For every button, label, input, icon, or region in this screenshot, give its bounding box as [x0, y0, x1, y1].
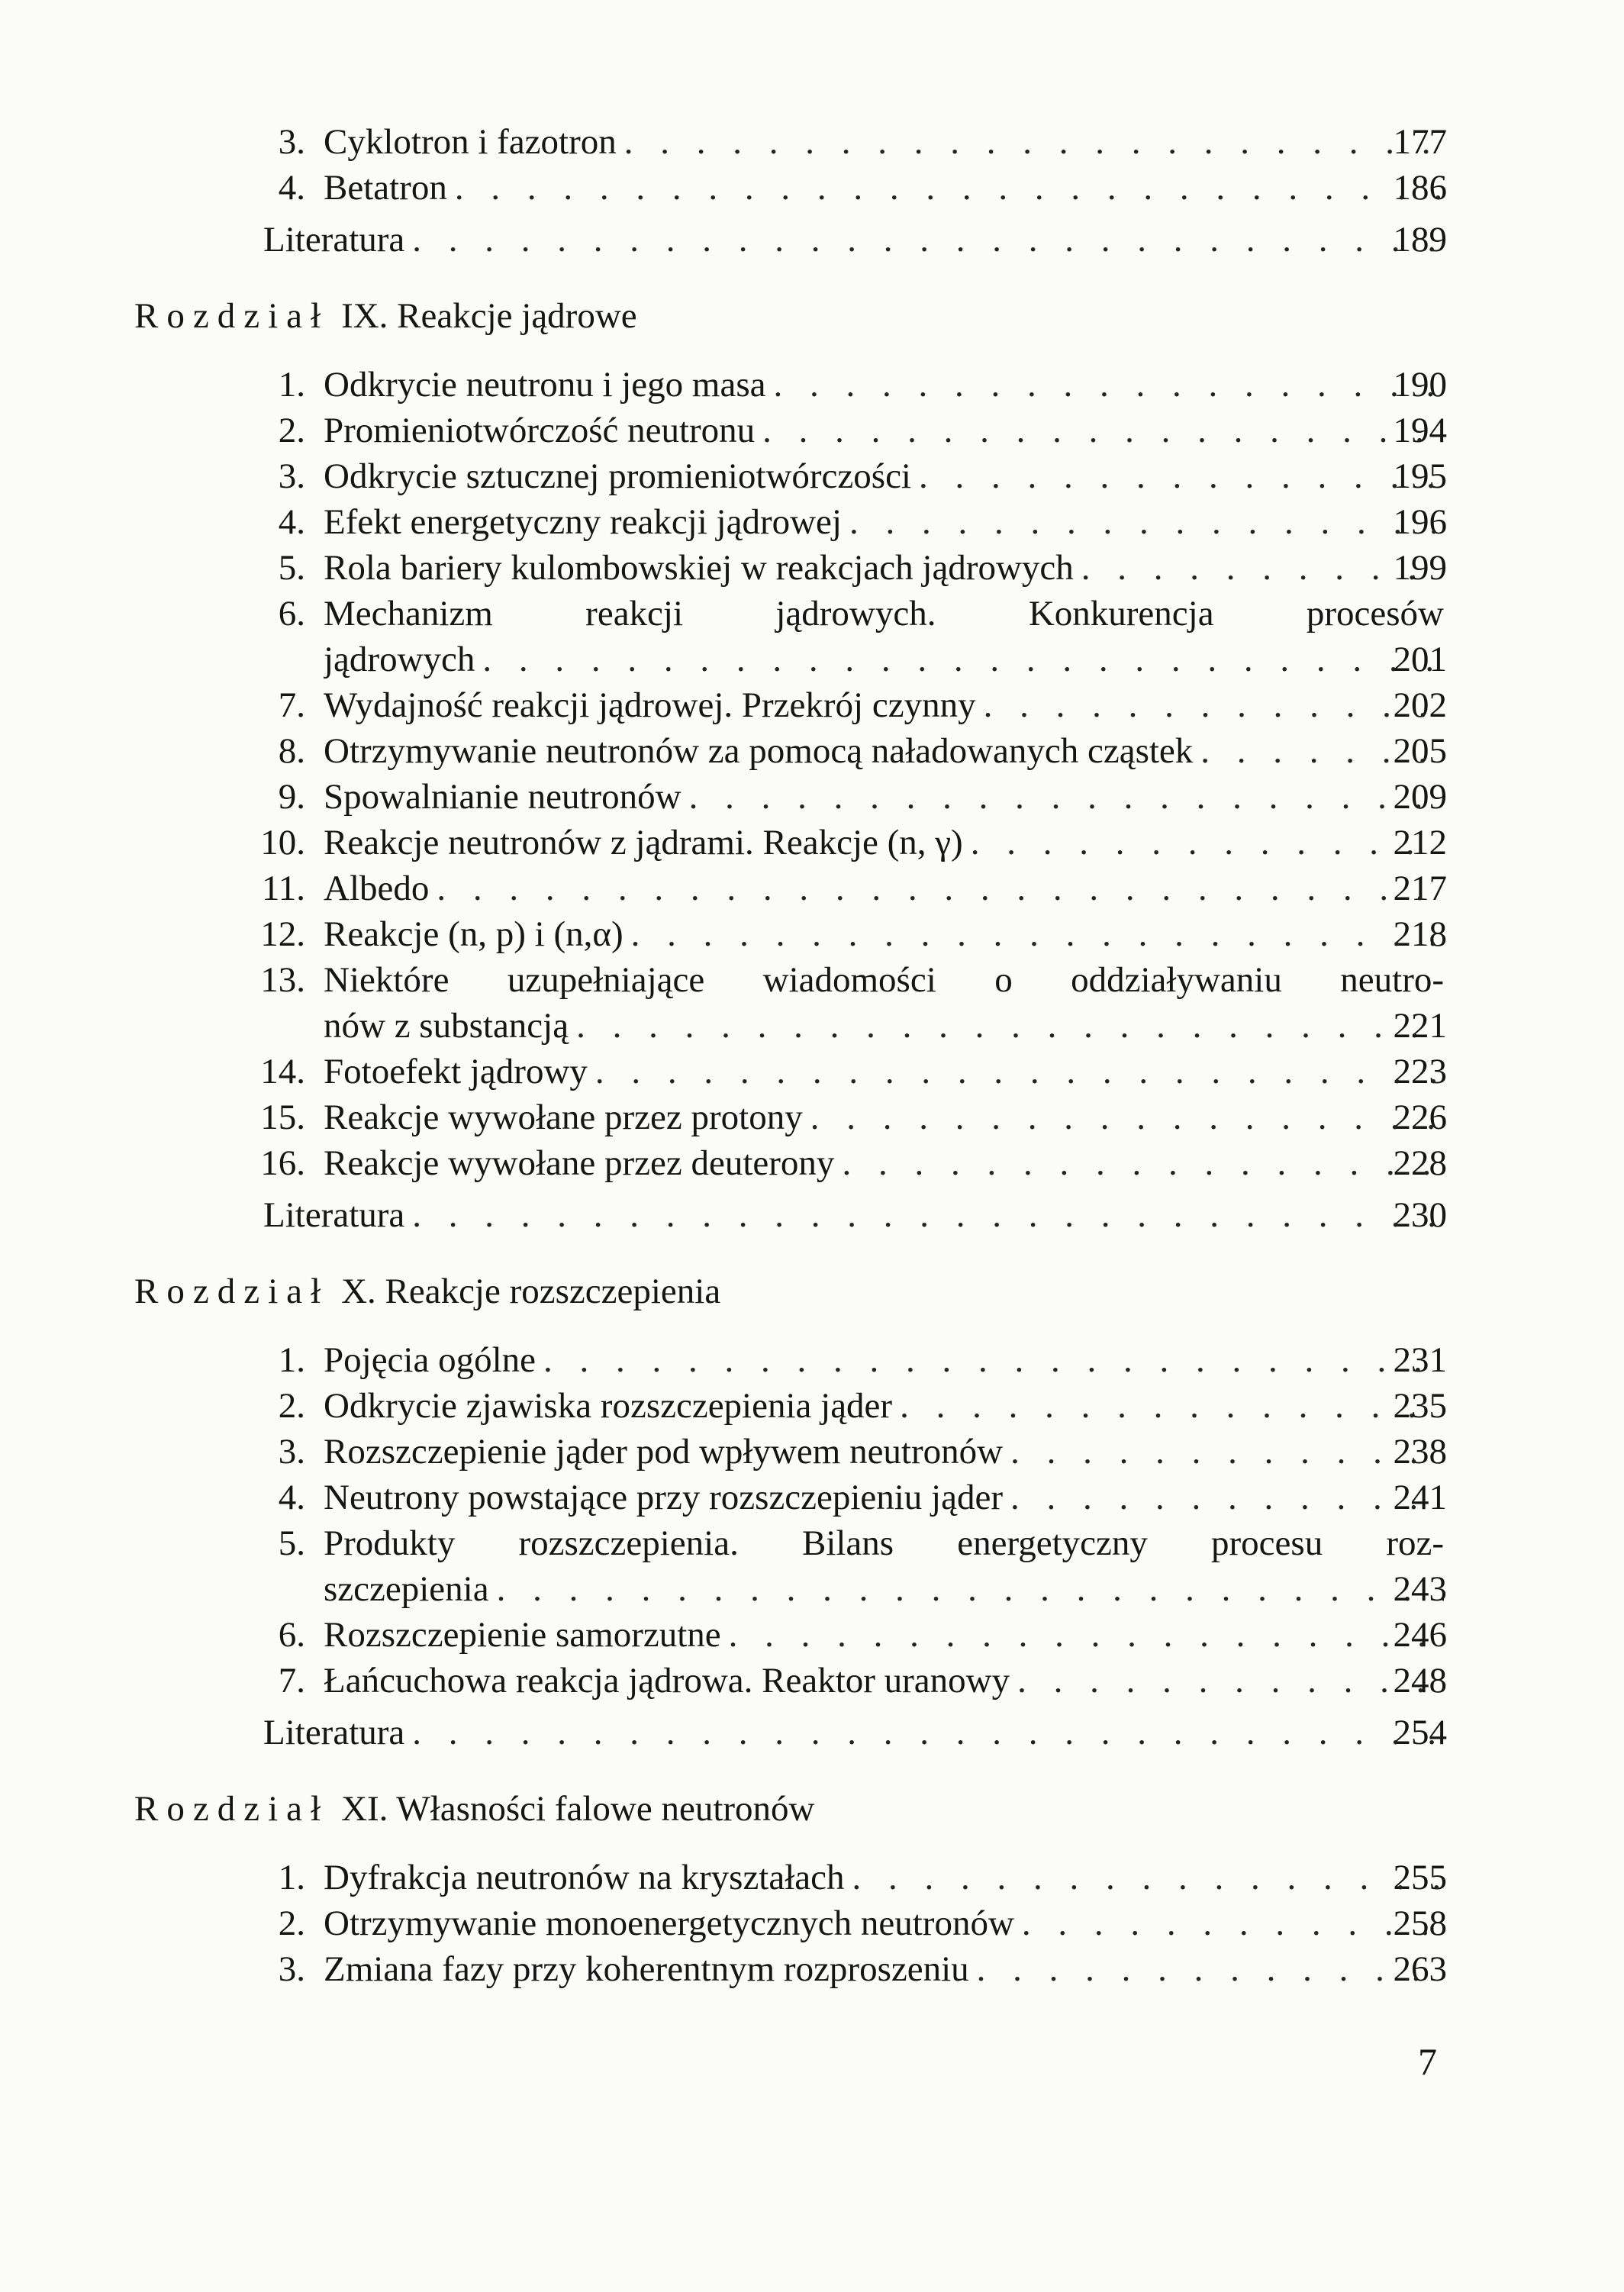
toc-entry	[0, 591, 1624, 637]
dot-leader	[976, 682, 1444, 728]
entry-number: 7.	[278, 1661, 305, 1700]
table-of-contents	[0, 119, 1624, 1992]
entry-number: 5.	[278, 548, 305, 588]
entry-title: Łańcuchowa reakcja jądrowa. Reaktor uranowy	[324, 1661, 1010, 1700]
entry-line	[324, 1429, 1444, 1475]
dot-leader	[803, 1094, 1444, 1140]
entry-page: 235	[1393, 1386, 1447, 1426]
entry-number: 3.	[278, 1432, 305, 1472]
entry-page: 221	[1393, 1006, 1447, 1046]
entry-line	[324, 591, 1444, 637]
toc-entry	[0, 545, 1624, 591]
entry-number: 2.	[278, 1904, 305, 1943]
dot-leader	[766, 362, 1445, 408]
entry-line	[324, 682, 1444, 728]
entry-title: Mechanizm reakcji jądrowych. Konkurencja procesów	[324, 594, 1444, 633]
entry-number: 4.	[278, 502, 305, 542]
dot-leader	[624, 911, 1444, 957]
entry-title: Pojęcia ogólne	[324, 1340, 536, 1380]
dot-leader	[911, 453, 1444, 499]
toc-entry	[0, 1429, 1624, 1475]
entry-number: 16.	[260, 1143, 305, 1183]
entry-number: 6.	[278, 594, 305, 633]
entry-title: Dyfrakcja neutronów na kryształach	[324, 1858, 845, 1897]
entry-line	[324, 362, 1444, 408]
entry-number: 13.	[260, 960, 305, 1000]
dot-leader	[892, 1383, 1444, 1429]
entry-title: Cyklotron i fazotron	[324, 122, 617, 162]
toc-entry	[0, 957, 1624, 1003]
toc-entry	[0, 774, 1624, 820]
entry-page: 212	[1393, 823, 1447, 862]
entry-line	[324, 1475, 1444, 1520]
chapter-title: XI. Własności falowe neutronów	[341, 1789, 815, 1829]
chapter-heading	[0, 293, 1624, 339]
entry-page: 195	[1393, 456, 1447, 496]
entry-number: 14.	[260, 1052, 305, 1091]
toc-entry	[0, 408, 1624, 453]
entry-page: 226	[1393, 1098, 1447, 1137]
entry-line	[324, 1566, 1444, 1612]
entry-line	[324, 545, 1444, 591]
dot-leader	[1003, 1475, 1444, 1520]
entry-number: 15.	[260, 1098, 305, 1137]
entry-page: 189	[1393, 220, 1447, 260]
toc-entry	[0, 119, 1624, 165]
toc-entry-continuation	[0, 1566, 1624, 1612]
chapter-title: X. Reakcje rozszczepienia	[341, 1272, 721, 1311]
entry-title-continuation: szczepienia	[324, 1569, 489, 1609]
entry-page: 190	[1393, 365, 1447, 405]
entry-title: Neutrony powstające przy rozszczepieniu jąder	[324, 1478, 1003, 1517]
dot-leader	[1010, 1658, 1444, 1704]
entry-title: Zmiana fazy przy koherentnym rozproszeniu	[324, 1949, 969, 1989]
entry-line	[324, 408, 1444, 453]
entry-number: 12.	[260, 914, 305, 954]
toc-section	[0, 1268, 1624, 1755]
entry-number: 4.	[278, 1478, 305, 1517]
chapter-label: Rozdział	[134, 1789, 330, 1829]
entry-page: 238	[1393, 1432, 1447, 1472]
bibliography-entry	[0, 1710, 1624, 1755]
toc-entry	[0, 1094, 1624, 1140]
dot-leader	[536, 1337, 1444, 1383]
entry-line	[324, 1946, 1444, 1992]
entry-title: Literatura	[263, 220, 405, 260]
dot-leader	[969, 1946, 1444, 1992]
dot-leader	[845, 1855, 1444, 1900]
entry-page: 230	[1393, 1195, 1447, 1235]
entry-line	[324, 637, 1444, 682]
entry-number: 3.	[278, 456, 305, 496]
entry-number: 6.	[278, 1615, 305, 1655]
dot-leader	[447, 165, 1444, 211]
dot-leader	[682, 774, 1444, 820]
dot-leader	[404, 217, 1444, 263]
toc-entry	[0, 682, 1624, 728]
entry-page: 201	[1393, 640, 1447, 679]
entry-page: 177	[1393, 122, 1447, 162]
toc-entry	[0, 1658, 1624, 1704]
toc-entry	[0, 1946, 1624, 1992]
entry-line	[324, 1003, 1444, 1049]
chapter-heading	[0, 1268, 1624, 1314]
entry-number: 1.	[278, 365, 305, 405]
toc-entry	[0, 362, 1624, 408]
toc-entry	[0, 911, 1624, 957]
entry-page: 194	[1393, 411, 1447, 450]
entry-number: 11.	[261, 869, 305, 908]
toc-section	[0, 293, 1624, 1238]
toc-entry	[0, 1520, 1624, 1566]
toc-entry	[0, 1049, 1624, 1094]
toc-entry-continuation	[0, 637, 1624, 682]
entry-title-continuation: nów z substancją	[324, 1006, 569, 1046]
entry-title: Otrzymywanie monoenergetycznych neutronów	[324, 1904, 1014, 1943]
bibliography-entry	[0, 217, 1624, 263]
entry-title: Albedo	[324, 869, 430, 908]
entry-page: 246	[1393, 1615, 1447, 1655]
entry-number: 1.	[278, 1858, 305, 1897]
entry-page: 209	[1393, 777, 1447, 817]
entry-number: 1.	[278, 1340, 305, 1380]
toc-section	[0, 1786, 1624, 1992]
entry-title: Betatron	[324, 168, 447, 208]
toc-entry-continuation	[0, 1003, 1624, 1049]
dot-leader	[617, 119, 1444, 165]
bibliography-entry	[0, 1192, 1624, 1238]
dot-leader	[475, 637, 1444, 682]
entry-title: Otrzymywanie neutronów za pomocą naładowanych cząstek	[324, 731, 1194, 771]
entry-title: Fotoefekt jądrowy	[324, 1052, 588, 1091]
entry-line	[324, 1140, 1444, 1186]
entry-number: 2.	[278, 411, 305, 450]
entry-title: Odkrycie zjawiska rozszczepienia jąder	[324, 1386, 893, 1426]
entry-title: Reakcje neutronów z jądrami. Reakcje (n, γ)	[324, 823, 963, 862]
entry-line	[324, 1520, 1444, 1566]
entry-page: 243	[1393, 1569, 1447, 1609]
toc-section	[0, 119, 1624, 263]
entry-line	[324, 1049, 1444, 1094]
entry-number: 2.	[278, 1386, 305, 1426]
entry-line	[263, 217, 1444, 263]
dot-leader	[404, 1192, 1444, 1238]
entry-number: 7.	[278, 685, 305, 725]
toc-entry	[0, 1140, 1624, 1186]
entry-title: Literatura	[263, 1195, 405, 1235]
dot-leader	[721, 1612, 1444, 1658]
entry-line	[324, 1855, 1444, 1900]
toc-entry	[0, 453, 1624, 499]
dot-leader	[489, 1566, 1444, 1612]
toc-entry	[0, 1900, 1624, 1946]
toc-entry	[0, 165, 1624, 211]
entry-number: 5.	[278, 1523, 305, 1563]
toc-entry	[0, 499, 1624, 545]
page-number: 7	[1418, 2040, 1437, 2083]
entry-page: 196	[1393, 502, 1447, 542]
chapter-title: IX. Reakcje jądrowe	[341, 296, 637, 336]
entry-title: Spowalnianie neutronów	[324, 777, 682, 817]
toc-entry	[0, 866, 1624, 911]
entry-line	[263, 1192, 1444, 1238]
entry-line	[324, 911, 1444, 957]
entry-line	[324, 1337, 1444, 1383]
entry-line	[324, 1094, 1444, 1140]
toc-entry	[0, 1612, 1624, 1658]
entry-page: 263	[1393, 1949, 1447, 1989]
entry-page: 254	[1393, 1713, 1447, 1752]
entry-title: Odkrycie sztucznej promieniotwórczości	[324, 456, 911, 496]
entry-line	[324, 1900, 1444, 1946]
toc-entry	[0, 1383, 1624, 1429]
entry-page: 223	[1393, 1052, 1447, 1091]
toc-entry	[0, 1337, 1624, 1383]
entry-number: 3.	[278, 122, 305, 162]
toc-entry	[0, 1855, 1624, 1900]
entry-line	[263, 1710, 1444, 1755]
chapter-heading	[0, 1786, 1624, 1832]
entry-title: Rozszczepienie samorzutne	[324, 1615, 721, 1655]
entry-page: 255	[1393, 1858, 1447, 1897]
entry-line	[324, 1383, 1444, 1429]
entry-title: Reakcje wywołane przez deuterony	[324, 1143, 835, 1183]
chapter-label: Rozdział	[134, 296, 330, 336]
dot-leader	[755, 408, 1444, 453]
entry-title: Promieniotwórczość neutronu	[324, 411, 756, 450]
entry-page: 218	[1393, 914, 1447, 954]
entry-number: 8.	[278, 731, 305, 771]
toc-entry	[0, 1475, 1624, 1520]
entry-title-continuation: jądrowych	[324, 640, 475, 679]
entry-title: Rola bariery kulombowskiej w reakcjach jądrowych	[324, 548, 1074, 588]
entry-line	[324, 1612, 1444, 1658]
entry-page: 231	[1393, 1340, 1447, 1380]
entry-line	[324, 957, 1444, 1003]
dot-leader	[569, 1003, 1444, 1049]
dot-leader	[1003, 1429, 1444, 1475]
entry-number: 9.	[278, 777, 305, 817]
dot-leader	[588, 1049, 1444, 1094]
entry-page: 199	[1393, 548, 1447, 588]
entry-title: Reakcje wywołane przez protony	[324, 1098, 803, 1137]
toc-entry	[0, 728, 1624, 774]
entry-page: 202	[1393, 685, 1447, 725]
entry-page: 228	[1393, 1143, 1447, 1183]
entry-page: 241	[1393, 1478, 1447, 1517]
dot-leader	[1074, 545, 1444, 591]
entry-line	[324, 728, 1444, 774]
dot-leader	[429, 866, 1444, 911]
entry-line	[324, 453, 1444, 499]
entry-number: 4.	[278, 168, 305, 208]
dot-leader	[963, 820, 1444, 866]
dot-leader	[1014, 1900, 1444, 1946]
entry-title: Rozszczepienie jąder pod wpływem neutronów	[324, 1432, 1004, 1472]
entry-title: Odkrycie neutronu i jego masa	[324, 365, 766, 405]
entry-title: Wydajność reakcji jądrowej. Przekrój czynny	[324, 685, 976, 725]
entry-title: Reakcje (n, p) i (n,α)	[324, 914, 624, 954]
dot-leader	[834, 1140, 1444, 1186]
chapter-label: Rozdział	[134, 1272, 330, 1311]
entry-line	[324, 119, 1444, 165]
entry-line	[324, 165, 1444, 211]
dot-leader	[404, 1710, 1444, 1755]
entry-line	[324, 774, 1444, 820]
entry-line	[324, 1658, 1444, 1704]
entry-title: Produkty rozszczepienia. Bilans energetyczny procesu roz-	[324, 1523, 1444, 1563]
entry-page: 217	[1393, 869, 1447, 908]
entry-line	[324, 499, 1444, 545]
entry-page: 205	[1393, 731, 1447, 771]
entry-line	[324, 820, 1444, 866]
entry-number: 10.	[260, 823, 305, 862]
entry-number: 3.	[278, 1949, 305, 1989]
entry-page: 258	[1393, 1904, 1447, 1943]
dot-leader	[1193, 728, 1444, 774]
entry-line	[324, 866, 1444, 911]
entry-title: Literatura	[263, 1713, 405, 1752]
entry-page: 186	[1393, 168, 1447, 208]
entry-page: 248	[1393, 1661, 1447, 1700]
entry-title: Efekt energetyczny reakcji jądrowej	[324, 502, 842, 542]
entry-title: Niektóre uzupełniające wiadomości o oddziaływaniu neutro-	[324, 960, 1444, 1000]
toc-entry	[0, 820, 1624, 866]
dot-leader	[842, 499, 1444, 545]
